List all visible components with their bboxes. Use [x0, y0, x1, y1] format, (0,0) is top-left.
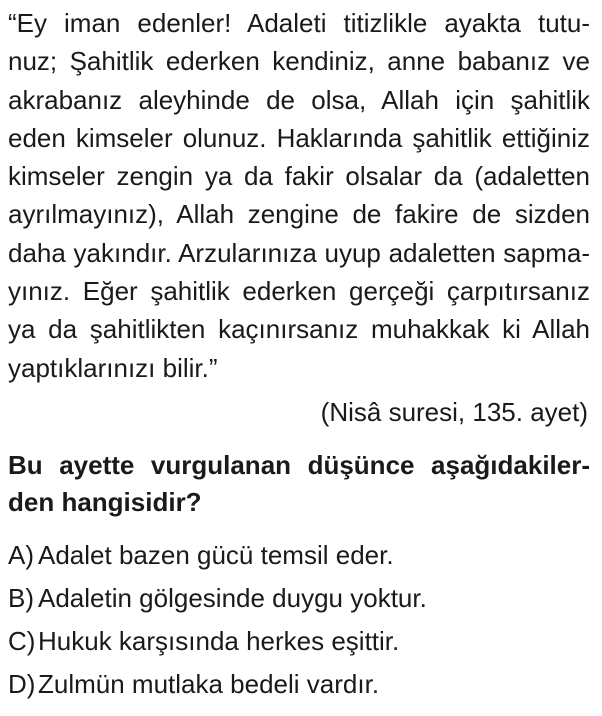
option-text: Zulmün mutlaka bedeli vardır.	[38, 669, 380, 699]
quote-line: ya da şahitlikten kaçınırsanız muhakkak ki Allah	[8, 314, 590, 345]
option-letter: C)	[8, 626, 36, 656]
option-d[interactable]	[8, 667, 379, 701]
option-letter: A)	[8, 540, 34, 570]
question-line: den hangisidir?	[8, 487, 202, 517]
quote-passage	[8, 4, 590, 387]
quote-line: daha yakındır. Arzularınıza uyup adaletten sapma-	[8, 237, 590, 268]
question-line: Bu ayette vurgulanan düşünce aşağıdakiler-	[8, 450, 590, 480]
quote-line: yaptıklarınızı bilir.”	[8, 352, 218, 383]
option-text: Hukuk karşısında herkes eşittir.	[38, 626, 400, 656]
question-stem	[8, 447, 590, 521]
quote-line: eden kimseler olunuz. Haklarında şahitlik ettiğiniz	[8, 122, 590, 153]
quote-source: (Nisâ suresi, 135. ayet)	[320, 397, 588, 427]
option-letter: D)	[8, 669, 36, 699]
option-text: Adalet bazen gücü temsil eder.	[38, 540, 394, 570]
option-a[interactable]	[8, 538, 394, 572]
option-letter: B)	[8, 583, 34, 613]
option-b[interactable]	[8, 581, 427, 615]
option-text: Adaletin gölgesinde duygu yoktur.	[38, 583, 427, 613]
quote-line: “Ey iman edenler! Adaleti titizlikle ayakta tutu-	[8, 8, 590, 38]
quote-line: kimseler zengin ya da fakir olsalar da (adaletten	[8, 161, 590, 192]
quote-line: nuz; Şahitlik ederken kendiniz, anne babanız ve	[8, 46, 590, 77]
quote-line: akrabanız aleyhinde de olsa, Allah için şahitlik	[8, 84, 590, 115]
quote-line: yınız. Eğer şahitlik ederken gerçeği çarpıtırsanız	[8, 276, 590, 307]
option-c[interactable]	[8, 624, 399, 658]
quote-line: ayrılmayınız), Allah zengine de fakire de sizden	[8, 199, 590, 230]
